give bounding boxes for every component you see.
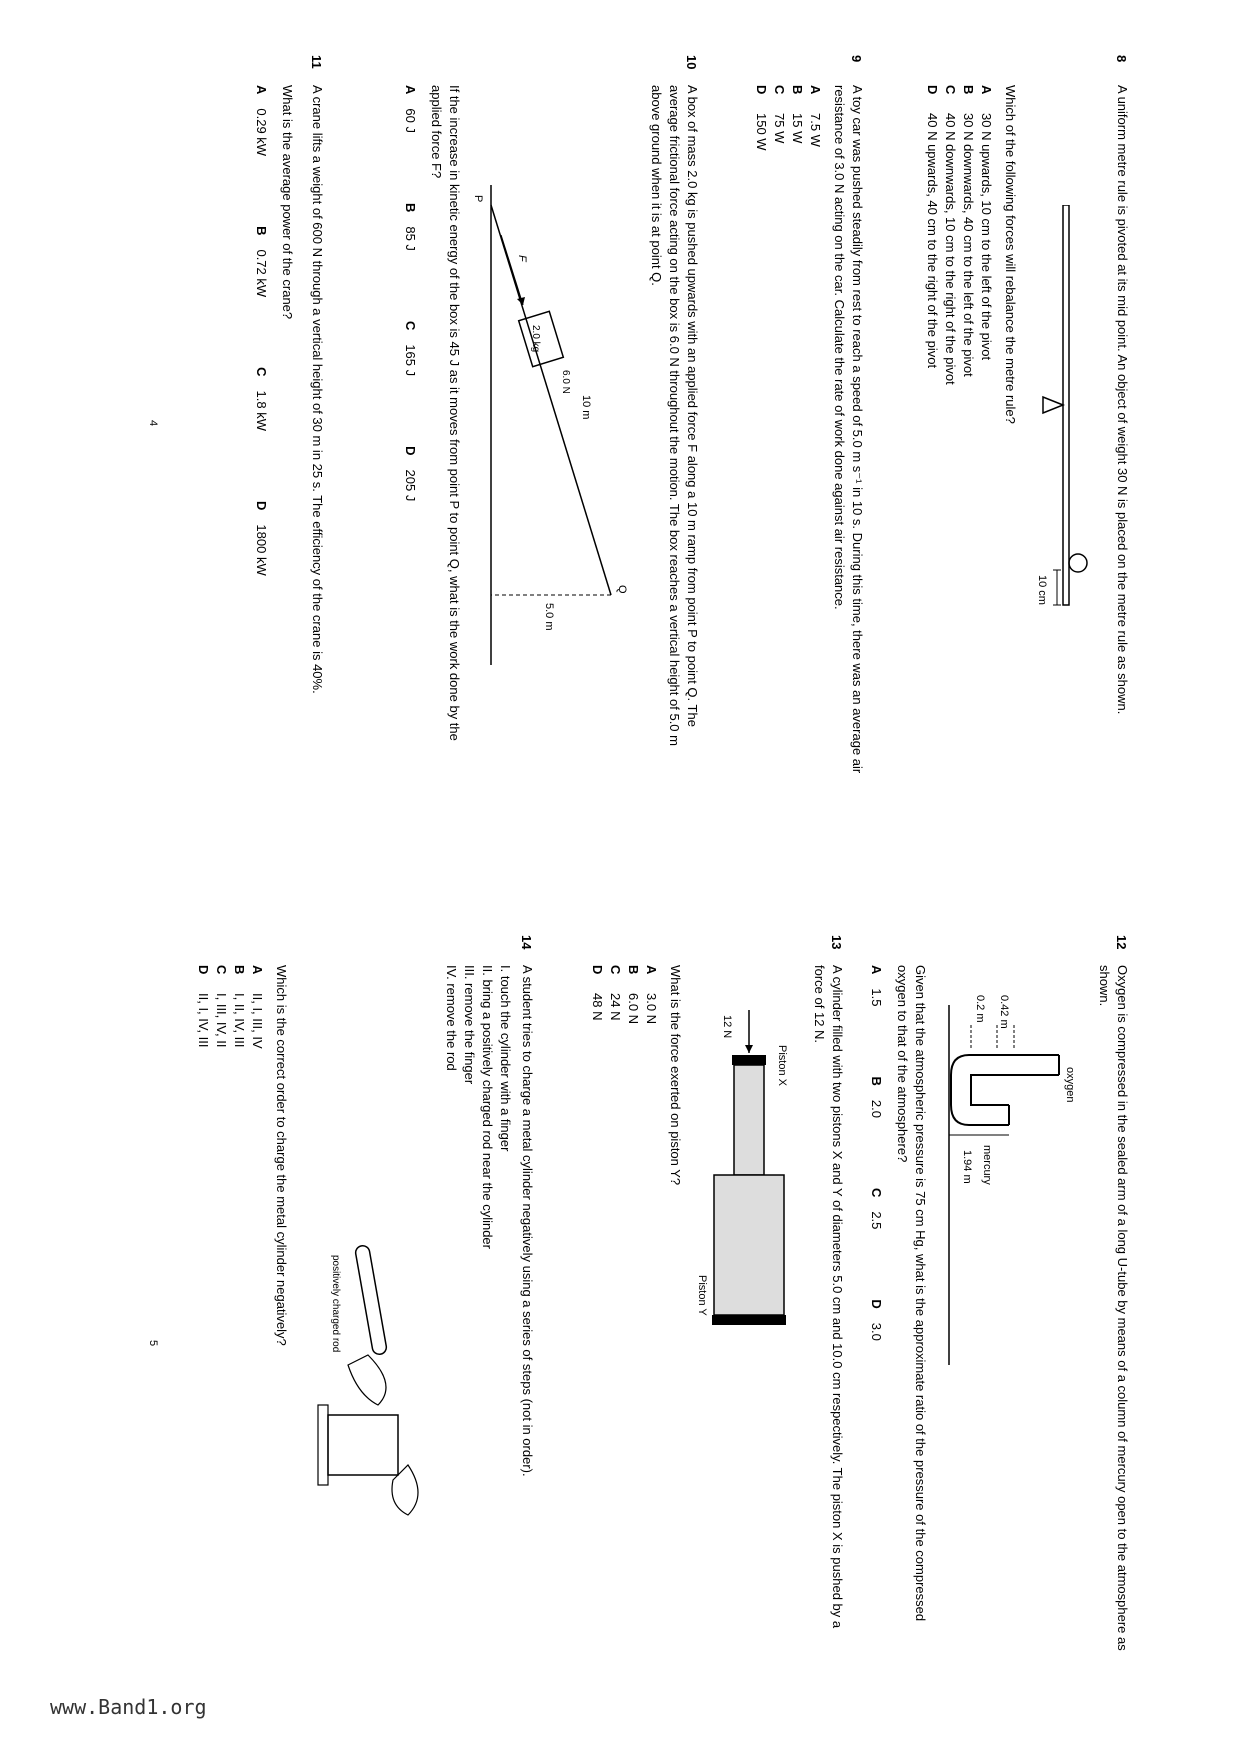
question-11-number: 11 (309, 55, 324, 69)
question-9-stem: A toy car was pushed steadily from rest to reach a speed of 5.0 m s⁻¹ in 10 s. During this time, there was an average air resistance of 3.0 N acting on the car. Calculate the rate of work done against air resistance. (832, 85, 865, 774)
option-c[interactable]: C 24 N (608, 965, 623, 1021)
option-b[interactable]: B 30 N downwards, 40 cm to the left of the pivot (961, 85, 976, 377)
question-9-number: 9 (849, 55, 864, 63)
question-10-number: 10 (684, 55, 699, 70)
option-b[interactable]: B I, II, IV, III (232, 965, 247, 1048)
option-d[interactable]: D3.0 (869, 1299, 884, 1341)
question-13-stem: A cylinder filled with two pistons X and Y of diameters 5.0 cm and 10.0 cm respectively. The piston X is pushed by a force of 12 N. (812, 965, 845, 1629)
question-12-text: Given that the atmospheric pressure is 75 cm Hg, what is the approximate ratio of the pressure of the compressed oxygen to that of the atmosphere? (895, 965, 928, 1622)
question-8 (923, 85, 1131, 775)
option-d[interactable]: D 150 W (754, 85, 769, 151)
option-b[interactable]: B 6.0 N (626, 965, 641, 1025)
metre-rule-label: 10 cm (1036, 575, 1048, 605)
question-11-stem: A crane lifts a weight of 600 N through a vertical height of 30 m in 25 s. The efficiency of the crane is 40%. (310, 85, 325, 694)
option-c[interactable]: C1.8 kW (254, 367, 269, 432)
footer-url[interactable]: www.Band1.org (50, 1695, 207, 1719)
option-a[interactable]: A 3.0 N (644, 965, 659, 1025)
question-8-number: 8 (1114, 55, 1129, 63)
question-12-options (867, 965, 885, 1655)
mercury-label: mercury (981, 1145, 993, 1185)
question-11-text: What is the average power of the crane? (280, 85, 295, 320)
charging-diagram (298, 1225, 438, 1525)
ramp-length-label: 10 m (580, 395, 592, 420)
option-d[interactable]: D 40 N upwards, 40 cm to the right of the pivot (925, 85, 940, 369)
ramp-height-label: 5.0 m (543, 603, 555, 631)
option-d[interactable]: D 48 N (590, 965, 605, 1021)
question-10-options (401, 85, 419, 775)
height-1-94m-label: 1.94 m (961, 1150, 973, 1184)
question-8-stem: A uniform metre rule is pivoted at its mid point. An object of weight 30 N is placed on the metre rule as shown. (1115, 85, 1130, 715)
option-c[interactable]: C I, III, IV, II (214, 965, 229, 1048)
option-d[interactable]: D1800 kW (254, 501, 269, 576)
question-14-stem: A student tries to charge a metal cylinder negatively using a series of steps (not in order). (520, 965, 535, 1477)
question-14-text: Which is the correct order to charge the metal cylinder negatively? (274, 965, 289, 1346)
option-b[interactable]: B 15 W (790, 85, 805, 144)
question-10 (401, 85, 701, 775)
question-14-number: 14 (519, 935, 534, 950)
option-b[interactable]: B2.0 (869, 1076, 884, 1118)
option-a[interactable]: A0.29 kW (254, 85, 269, 157)
metre-rule-diagram (1029, 205, 1099, 625)
question-14 (194, 965, 536, 1655)
point-p-label: P (472, 195, 484, 203)
question-13-text: What is the force exerted on piston Y? (668, 965, 683, 1186)
question-12-number: 12 (1114, 935, 1129, 950)
page-number-4: 4 (147, 420, 159, 427)
oxygen-label: oxygen (1064, 1067, 1076, 1103)
piston-y-label: Piston Y (696, 1275, 708, 1316)
force-12n-label: 12 N (721, 1015, 733, 1039)
question-8-text: Which of the following forces will rebalance the metre rule? (1003, 85, 1018, 424)
ramp-force-label: F (516, 255, 528, 262)
option-a[interactable]: A 30 N upwards, 10 cm to the left of the pivot (979, 85, 994, 361)
option-c[interactable]: C 75 W (772, 85, 787, 144)
question-13-number: 13 (829, 935, 844, 950)
option-b[interactable]: B85 J (403, 202, 418, 251)
question-14-options (194, 965, 266, 1655)
question-11 (252, 85, 326, 775)
question-12-stem: Oxygen is compressed in the sealed arm of a long U-tube by means of a column of mercury open to the atmosphere as shown. (1097, 965, 1130, 1651)
page-number-5: 5 (147, 1340, 159, 1347)
question-13-options (588, 965, 660, 1655)
question-8-options (923, 85, 995, 775)
question-10-stem: A box of mass 2.0 kg is pushed upwards with an applied force F along a 10 m ramp from point P to point Q. The average frictional force acting on the box is 6.0 N throughout the motion. The box reaches a vertical height of 5.0 m above ground when it is at point Q. (649, 85, 700, 746)
ramp-friction-label: 6.0 N (560, 370, 571, 394)
height-0-2m-label: 0.2 m (974, 995, 986, 1023)
option-a[interactable]: A 7.5 W (808, 85, 823, 147)
point-q-label: Q (616, 585, 628, 594)
ramp-diagram (471, 165, 641, 685)
option-a[interactable]: A1.5 (869, 965, 884, 1007)
option-c[interactable]: C 40 N downwards, 10 cm to the right of the pivot (943, 85, 958, 385)
option-a[interactable]: A II, I, III, IV (250, 965, 265, 1049)
question-10-text: If the increase in kinetic energy of the box is 45 J as it moves from point P to point Q, what is the work done by the applied force F? (429, 85, 462, 741)
charged-rod-label: positively charged rod (330, 1255, 341, 1353)
question-9-options (752, 85, 824, 775)
option-d[interactable]: D205 J (403, 446, 418, 502)
piston-x-label: Piston X (776, 1045, 788, 1086)
ramp-mass-label: 2.0 kg (530, 325, 541, 353)
question-14-steps: I. touch the cylinder with a finger II. bring a positively charged rod near the cylinder III. remove the finger IV. remove the rod (444, 965, 513, 1249)
question-12 (867, 965, 1131, 1655)
question-13 (588, 965, 846, 1655)
option-a[interactable]: A60 J (403, 85, 418, 133)
option-d[interactable]: D II, I, IV, III (196, 965, 211, 1048)
u-tube-diagram (939, 995, 1089, 1375)
height-0-42m-label: 0.42 m (998, 995, 1010, 1029)
question-11-options (252, 85, 270, 775)
option-b[interactable]: B0.72 kW (254, 226, 269, 298)
question-9 (752, 85, 866, 775)
option-c[interactable]: C165 J (403, 320, 418, 377)
option-c[interactable]: C2.5 (869, 1187, 884, 1230)
piston-diagram (694, 1005, 804, 1345)
